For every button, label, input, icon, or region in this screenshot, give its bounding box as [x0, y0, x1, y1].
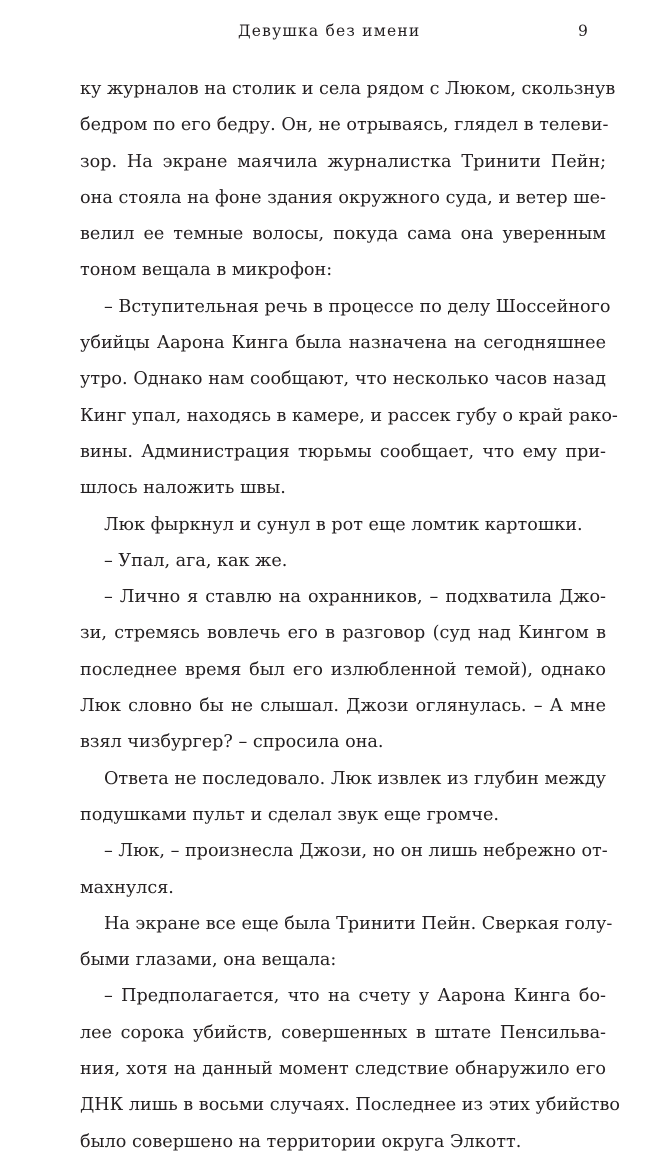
text-line: Кинг упал, находясь в камере, и рассек губу о край рако- [80, 405, 618, 426]
text-line: На экране все еще была Тринити Пейн. Сверкая голу- [104, 913, 613, 934]
text-line: ния, хотя на данный момент следствие обнаружило его [80, 1059, 606, 1080]
text-line: последнее время был его излюбленной темой), однако [80, 659, 606, 680]
text-line: утро. Однако нам сообщают, что несколько часов назад [80, 369, 606, 390]
body-text [80, 71, 621, 1160]
text-line: велил ее темные волосы, покуда сама она уверенным [80, 224, 606, 245]
text-line: – Люк, – произнесла Джози, но он лишь небрежно от- [104, 841, 608, 862]
text-line: тоном вещала в микрофон: [80, 260, 333, 281]
text-line: лее сорока убийств, совершенных в штате Пенсильва- [80, 1022, 606, 1043]
text-line: зор. На экране маячила журналистка Тринити Пейн; [80, 151, 606, 172]
text-line: – Лично я ставлю на охранников, – подхватила Джо- [104, 587, 606, 608]
running-title: Девушка без имени [238, 22, 421, 40]
text-line: Ответа не последовало. Люк извлек из глубин между [104, 768, 606, 789]
text-line: бедром по его бедру. Он, не отрываясь, глядел в телеви- [80, 115, 609, 136]
text-line: убийцы Аарона Кинга была назначена на сегодняшнее [80, 333, 606, 354]
text-line: подушками пульт и сделал звук еще громче. [80, 804, 499, 825]
text-line: ДНК лишь в восьми случаях. Последнее из этих убийство [80, 1095, 621, 1116]
text-line: махнулся. [80, 877, 174, 898]
text-line: вины. Администрация тюрьмы сообщает, что ему при- [80, 441, 606, 462]
text-line: Люк фыркнул и сунул в рот еще ломтик картошки. [104, 514, 583, 535]
text-line: шлось наложить швы. [80, 478, 286, 499]
text-line: было совершено на территории округа Элкотт. [80, 1131, 522, 1152]
text-line: – Вступительная речь в процессе по делу Шоссейного [104, 296, 611, 317]
text-line: взял чизбургер? – спросила она. [80, 732, 384, 753]
text-line: Люк словно бы не слышал. Джози оглянулась. – А мне [80, 696, 606, 717]
text-line: она стояла на фоне здания окружного суда, и ветер ше- [80, 187, 606, 208]
text-line: быми глазами, она вещала: [80, 950, 337, 971]
text-line: – Упал, ага, как же. [104, 550, 288, 571]
text-line: ку журналов на столик и села рядом с Люком, скользнув [80, 79, 616, 99]
text-line: – Предполагается, что на счету у Аарона Кинга бо- [104, 986, 606, 1007]
page-number: 9 [578, 22, 588, 40]
text-line: зи, стремясь вовлечь его в разговор (суд над Кингом в [80, 623, 606, 644]
